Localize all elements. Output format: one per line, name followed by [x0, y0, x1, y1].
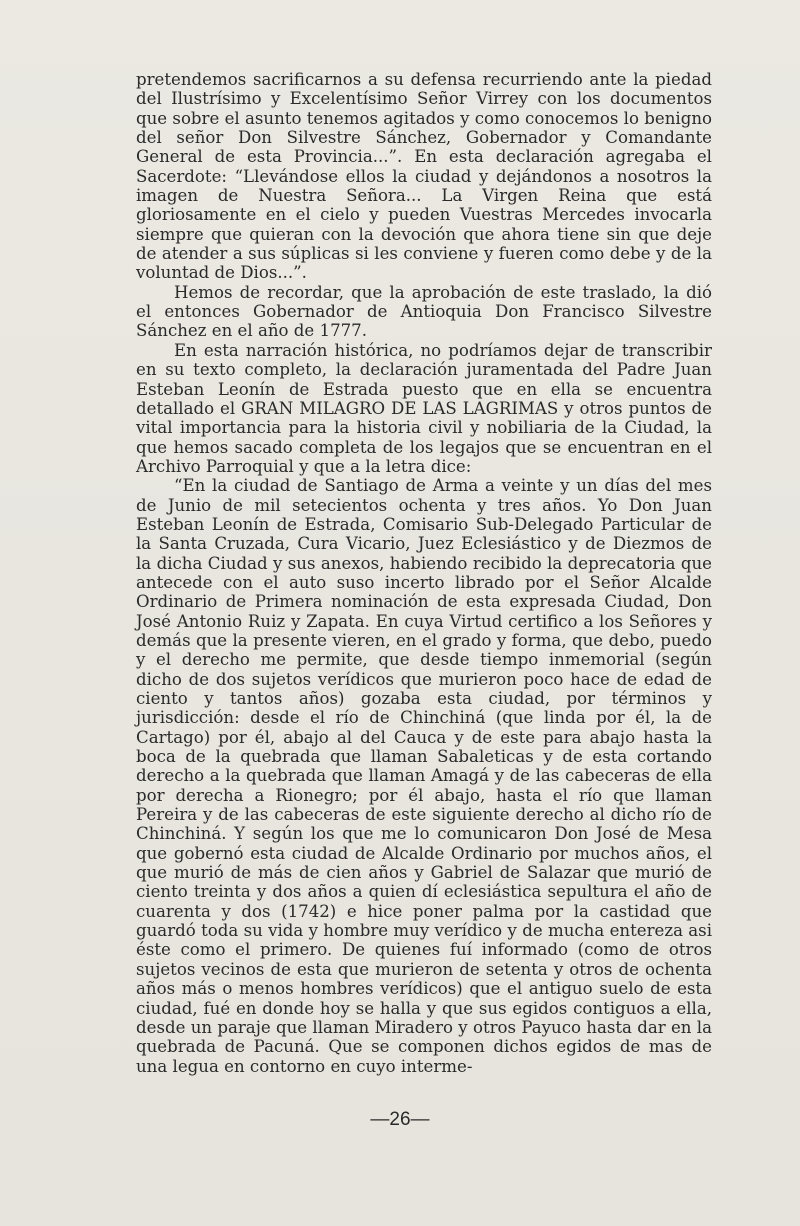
body-text [136, 70, 712, 1076]
paragraph-2: Hemos de recordar, que la aprobación de este traslado, la dió el entonces Gobernador de Antioquia Don Francisco Silvestre Sánchez en el año de 1777. [136, 282, 712, 341]
paragraph-3: En esta narración histórica, no podríamos dejar de transcribir en su texto completo, la declaración juramentada del Padre Juan Esteban Leonín de Estrada puesto que en ella se encuentra detallado el GRAN MILAGRO DE LAS LAGRIMAS y otros puntos de vital importancia para la historia civil y nobiliaria de la Ciudad, la que hemos sacado completa de los legajos que se encuentran en el Archivo Parroquial y que a la letra dice: [136, 340, 712, 476]
page-number: —26— [370, 1109, 430, 1130]
paragraph-4: “En la ciudad de Santiago de Arma a veinte y un días del mes de Junio de mil setecientos ochenta y tres años. Yo Don Juan Esteban Leonín de Estrada, Comisario Sub-Delegado Particular de la Santa Cruzada, Cura Vicario, Juez Eclesiástico y de Diezmos de la dicha Ciudad y sus anexos, habiendo recibido la deprecatoria que antecede con el auto suso incerto librado por el Señor Alcalde Ordinario de Primera nominación de esta expresada Ciudad, Don José Antonio Ruiz y Zapata. En cuya Virtud certifico a los Señores y demás que la presente vieren, en el grado y forma, que debo, puedo y el derecho me permite, que desde tiempo inmemorial (según dicho de dos sujetos verídicos que murieron poco hace de edad de ciento y tantos años) gozaba esta ciudad, por términos y jurisdicción: desde el río de Chinchiná (que linda por él, la de Cartago) por él, abajo al del Cauca y de este para abajo hasta la boca de la quebrada que llaman Sabaleticas y de esta cortando derecho a la quebrada que llaman Amagá y de las cabeceras de ella por derecha a Rionegro; por él abajo, hasta el río que llaman Pereira y de las cabeceras de este siguiente derecho al dicho río de Chinchiná. Y según los que me lo comunicaron Don José de Mesa que gobernó esta ciudad de Alcalde Ordinario por muchos años, el que murió de más de cien años y Gabriel de Salazar que murió de ciento treinta y dos años a quien dí eclesiástica sepultura el año de cuarenta y dos (1742) e hice poner palma por la castidad que guardó toda su vida y hombre muy verídico y de mucha entereza asi éste como el primero. De quienes fuí informado (como de otros sujetos vecinos de esta que murieron de setenta y otros de ochenta años más o menos hombres verídicos) que el antiguo suelo de esta ciudad, fué en donde hoy se halla y que sus egidos contiguos a ella, desde un paraje que llaman Miradero y otros Payuco hasta dar en la quebrada de Pacuná. Que se componen dichos egidos de mas de una legua en contorno en cuyo interme- [136, 476, 712, 1076]
paragraph-1: pretendemos sacrificarnos a su defensa recurriendo ante la piedad del Ilustrísimo y Excelentísimo Señor Virrey con los documentos que sobre el asunto tenemos agitados y como conocemos lo benigno del señor Don Silvestre Sánchez, Gobernador y Comandante General de esta Provincia...”. En esta declaración agregaba el Sacerdote: “Llevándose ellos la ciudad y dejándonos a nosotros la imagen de Nuestra Señora... La Virgen Reina que está gloriosamente en el cielo y pueden Vuestras Mercedes invocarla siempre que quieran con la devoción que ahora tiene sin que deje de atender a sus súplicas si les conviene y fueren como debe y de la voluntad de Dios...”. [136, 70, 712, 283]
